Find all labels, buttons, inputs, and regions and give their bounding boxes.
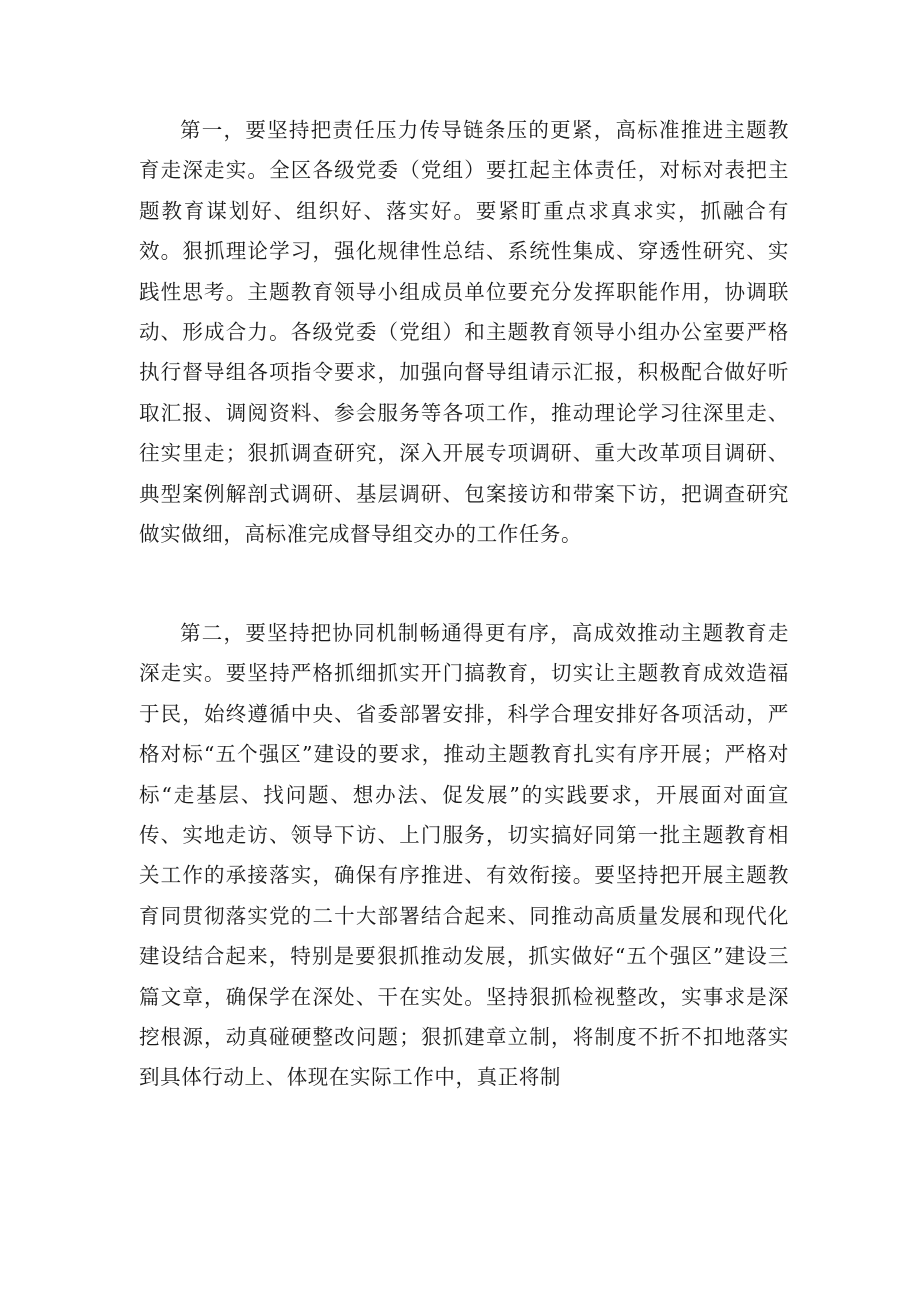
paragraph-first: 第一，要坚持把责任压力传导链条压的更紧，高标准推进主题教育走深走实。全区各级党委（党组）要扛起主体责任，对标对表把主题教育谋划好、组织好、落实好。要紧盯重点求真求实，抓融合有效。狠抓理论学习，强化规律性总结、系统性集成、穿透性研究、实践性思考。主题教育领导小组成员单位要充分发挥职能作用，协调联动、形成合力。各级党委（党组）和主题教育领导小组办公室要严格执行督导组各项指令要求，加强向督导组请示汇报，积极配合做好听取汇报、调阅资料、参会服务等各项工作，推动理论学习往深里走、往实里走；狠抓调查研究，深入开展专项调研、重大改革项目调研、典型案例解剖式调研、基层调研、包案接访和带案下访，把调查研究做实做细，高标准完成督导组交办的工作任务。 [139,118,789,547]
paragraph-second: 第二，要坚持把协同机制畅通得更有序，高成效推动主题教育走深走实。要坚持严格抓细抓实开门搞教育，切实让主题教育成效造福于民，始终遵循中央、省委部署安排，科学合理安排好各项活动，严格对标“五个强区”建设的要求，推动主题教育扎实有序开展；严格对标“走基层、找问题、想办法、促发展”的实践要求，开展面对面宣传、实地走访、领导下访、上门服务，切实搞好同第一批主题教育相关工作的承接落实，确保有序推进、有效衔接。要坚持把开展主题教育同贯彻落实党的二十大部署结合起来、同推动高质量发展和现代化建设结合起来，特别是要狠抓推动发展，抓实做好“五个强区”建设三篇文章，确保学在深处、干在实处。坚持狠抓检视整改，实事求是深挖根源，动真碰硬整改问题；狠抓建章立制，将制度不折不扣地落实到具体行动上、体现在实际工作中，真正将制 [139,621,789,1090]
